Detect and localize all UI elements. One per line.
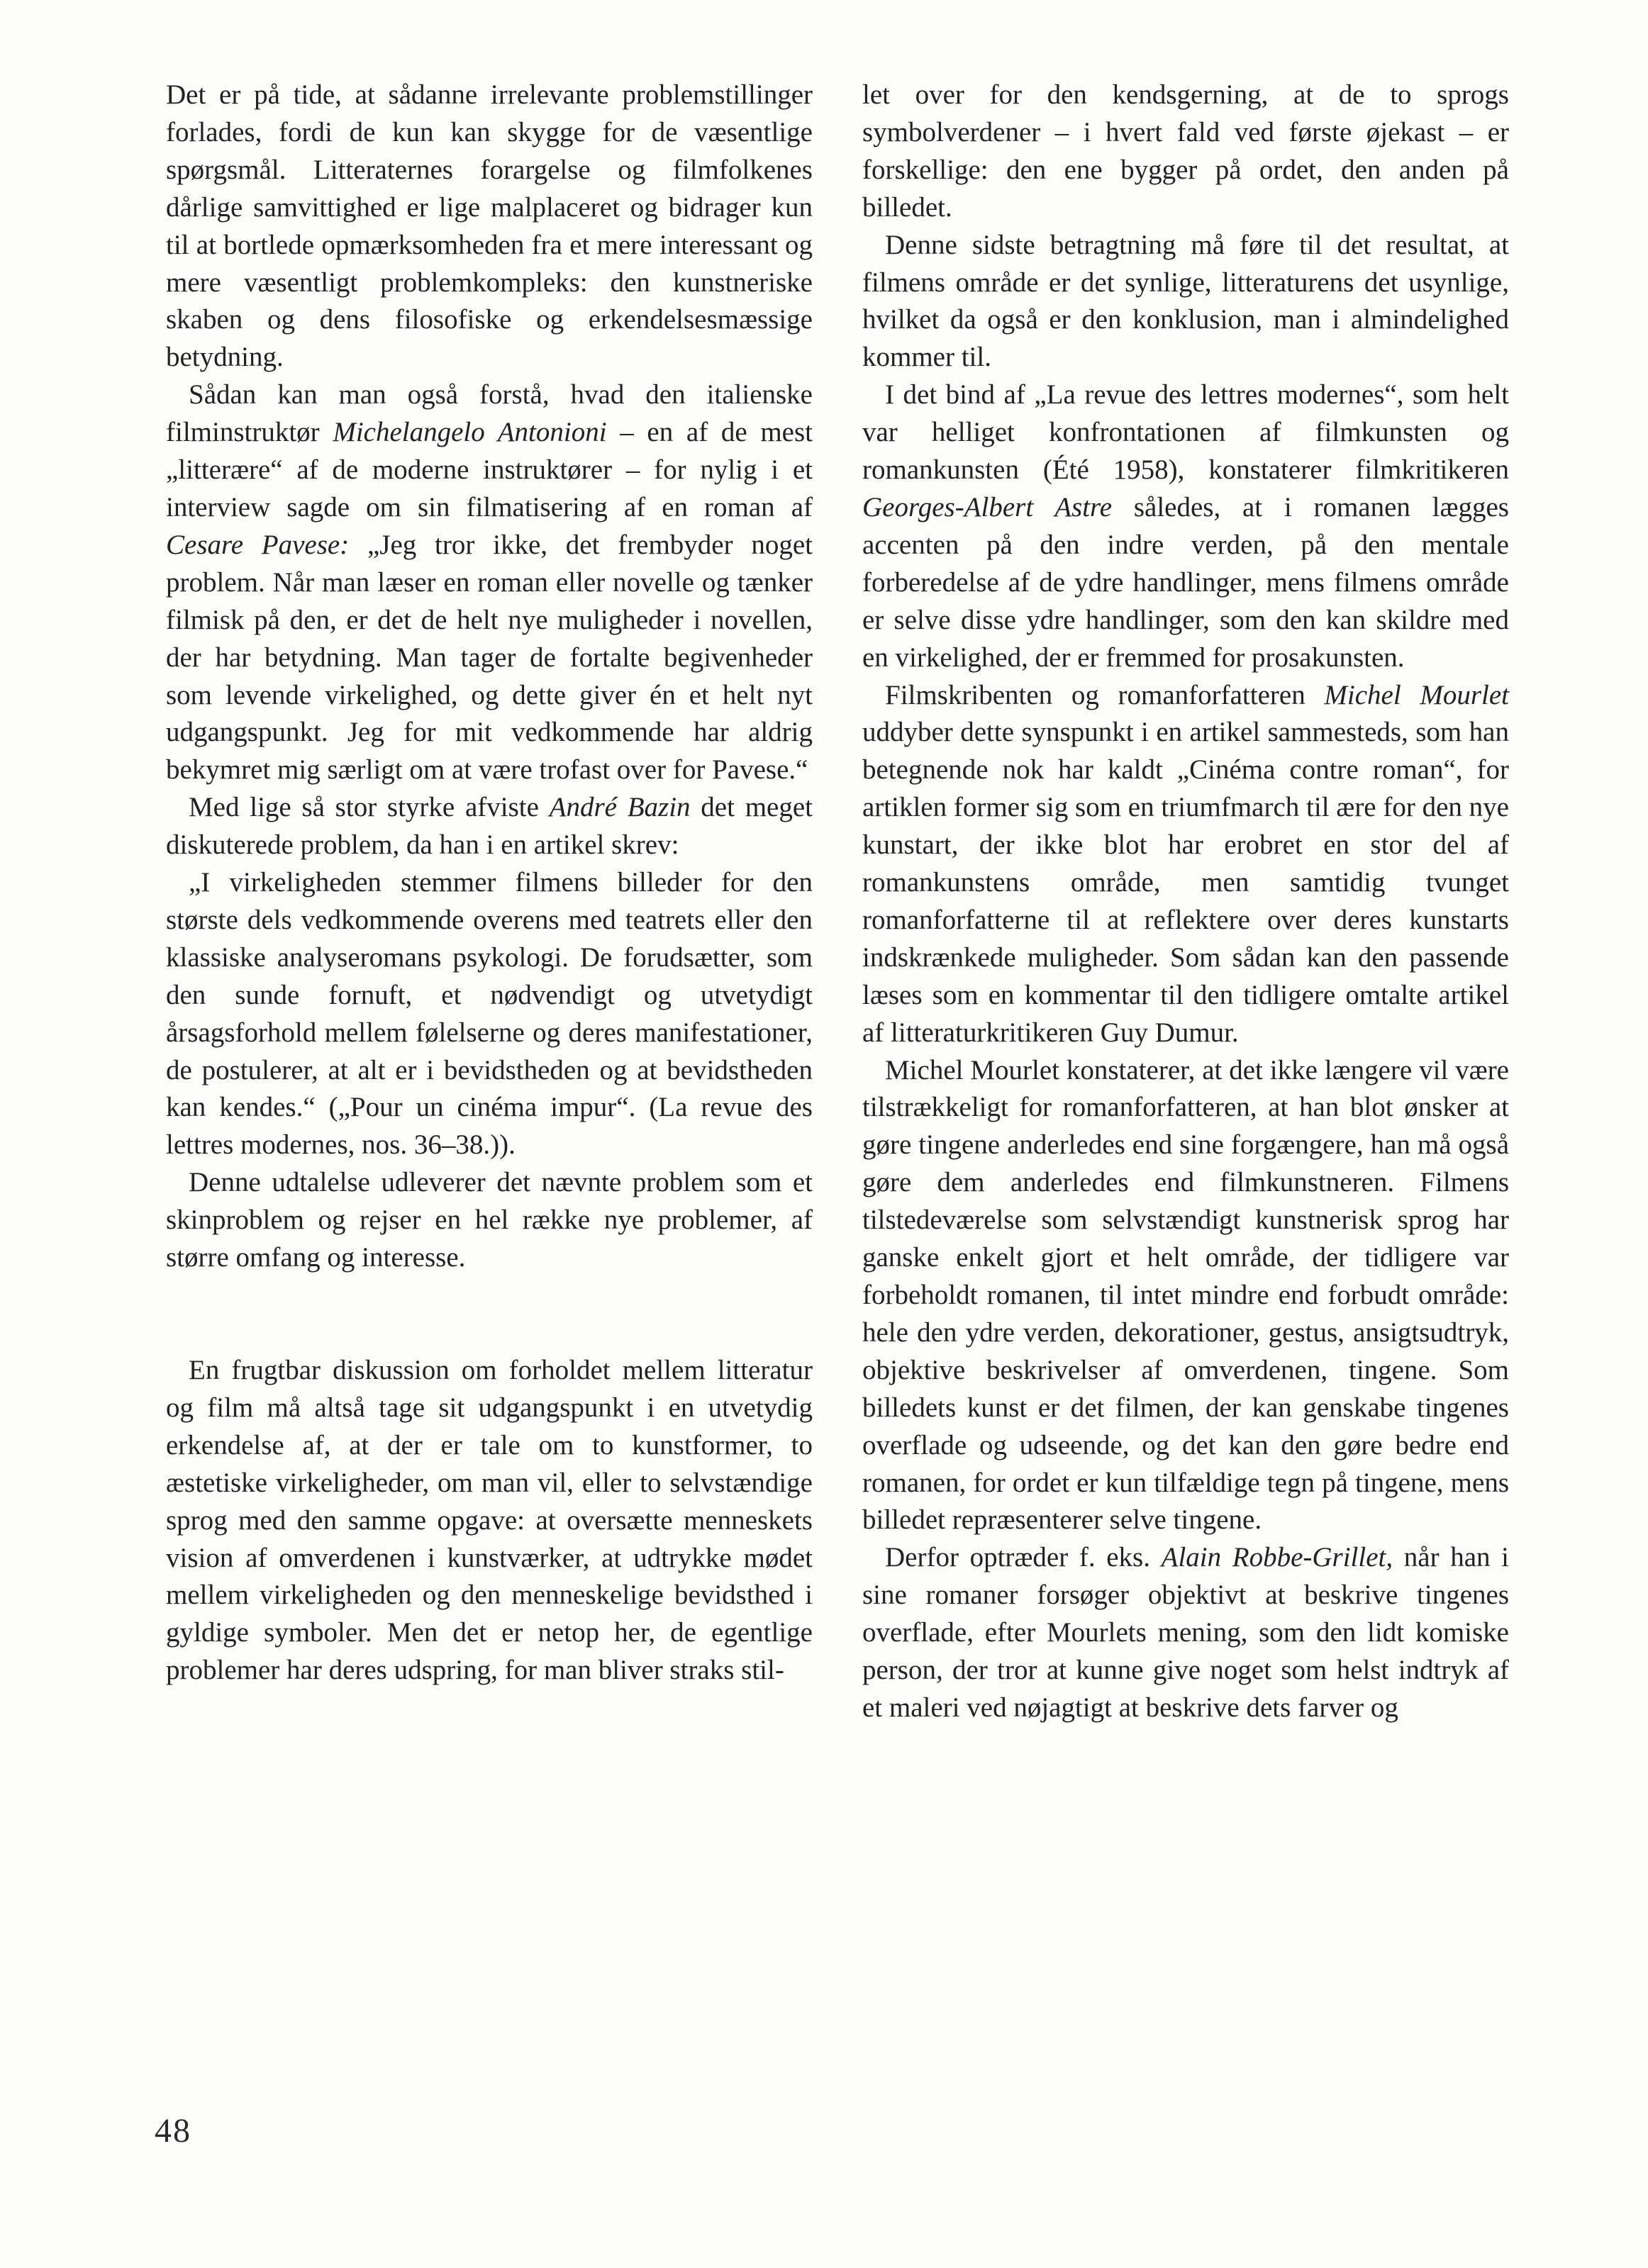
left-column bbox=[166, 77, 813, 1689]
right-p2-text: Denne sidste betragtning må føre til det resultat, at filmens område er det synlige, litteraturens det usynlige, hvilket da også er den konklusion, man i almindelighed kommer til. bbox=[862, 229, 1509, 373]
left-paragraph-6 bbox=[166, 1352, 813, 1689]
left-p2-text-a: Sådan kan man også forstå, hvad den italienske filminstruktør bbox=[166, 379, 813, 448]
bazin-quote bbox=[166, 864, 813, 1164]
right-p4-text-b: uddyber dette synspunkt i en artikel sammesteds, som han betegnende nok har kaldt „Cinéma contre roman“, for artiklen former sig som en triumfmarch til ære for den nye kunstart, der ikke blot har erobret en stor del af romankunstens område, men samtidig tvunget romanforfatterne til at reflektere over deres kunstarts indskrænkede muligheder. Som sådan kan den passende læses som en kommentar til den tidligere omtalte artikel af litteraturkritikeren Guy Dumur. bbox=[862, 717, 1509, 1048]
left-paragraph-5 bbox=[166, 1164, 813, 1277]
right-p3-text-a: I det bind af „La revue des lettres modernes“, som helt var helliget konfrontationen af filmkunsten og romankunsten (Été 1958), konstaterer filmkritikeren bbox=[862, 379, 1509, 486]
left-paragraph-3 bbox=[166, 789, 813, 864]
left-p6-text: En frugtbar diskussion om forholdet mellem litteratur og film må altså tage sit udgangspunkt i en utvetydig erkendelse af, at der er tale om to kunstformer, to æstetiske virkeligheder, om man vil, eller to selvstændige sprog med den samme opgave: at oversætte menneskets vision af omverdenen i kunstværker, at udtrykke mødet mellem virkeligheden og den menneskelige bevidsthed i gyldige symboler. Men det er netop her, de egentlige problemer har deres udspring, for man bliver straks stil- bbox=[166, 1355, 813, 1686]
name-bazin: André Bazin bbox=[549, 792, 691, 823]
right-p5-text: Michel Mourlet konstaterer, at det ikke længere vil være tilstrækkeligt for romanforfatteren, at han blot ønsker at gøre tingene anderledes end sine forgængere, han må også gøre dem anderledes end filmkunstneren. Filmens tilstedeværelse som selvstændigt kunstnerisk sprog har ganske enkelt gjort et helt område, der tidligere var forbeholdt romanen, til intet mindre end forbudt område: hele den ydre verden, dekorationer, gestus, ansigtsudtryk, objektive beskrivelser af omverdenen, tingene. Som billedets kunst er det filmen, der kan genskabe tingenes overflade og udseende, og det kan den gøre bedre end romanen, for ordet er kun tilfældige tegn på tingene, mens billedet repræsenterer selve tingene. bbox=[862, 1054, 1509, 1536]
name-pavese: Cesare Pavese: bbox=[166, 529, 350, 560]
right-paragraph-5 bbox=[862, 1052, 1509, 1540]
right-p3-text-b: således, at i romanen lægges accenten på den indre verden, på den mentale forberedelse af de ydre handlinger, mens filmens område er selve disse ydre handlinger, som den kan skildre med en virkelighed, der er fremmed for prosakunsten. bbox=[862, 491, 1509, 673]
right-paragraph-6 bbox=[862, 1539, 1509, 1727]
section-break bbox=[166, 1277, 813, 1352]
right-column bbox=[862, 77, 1509, 1727]
right-paragraph-1 bbox=[862, 77, 1509, 227]
left-p1-text: Det er på tide, at sådanne irrelevante problemstillinger forlades, fordi de kun kan skygge for de væsentlige spørgsmål. Litteraternes forargelse og filmfolkenes dårlige samvittighed er lige malplaceret og bidrager kun til at bortlede opmærksomheden fra et mere interessant og mere væsentligt problemkompleks: den kunstneriske skaben og dens filosofiske og erkendelsesmæssige betydning. bbox=[166, 79, 813, 373]
right-p6-text-a: Derfor optræder f. eks. bbox=[885, 1542, 1162, 1573]
right-p4-text-a: Filmskribenten og romanforfatteren bbox=[885, 679, 1325, 710]
left-paragraph-2 bbox=[166, 376, 813, 789]
bazin-quote-text: „I virkeligheden stemmer filmens billeder for den største dels vedkommende overens med teatrets eller den klassiske analyseromans psykologi. De forudsætter, som den sunde fornuft, et nødvendigt og utvetydigt årsagsforhold mellem følelserne og deres manifestationer, de postulerer, at alt er i bevidstheden og at bevidstheden kan kendes.“ („Pour un cinéma impur“. (La revue des lettres modernes, nos. 36–38.)). bbox=[166, 867, 813, 1161]
name-robbe-grillet: Alain Robbe-Grillet, bbox=[1161, 1542, 1393, 1573]
left-paragraph-1 bbox=[166, 77, 813, 376]
left-p3-text-a: Med lige så stor styrke afviste bbox=[189, 792, 550, 823]
right-p6-text-b: når han i sine romaner forsøger objektivt at beskrive tingenes overflade, efter Mourlets mening, som den lidt komiske person, der tror at kunne give noget som helst indtryk af et maleri ved nøjagtigt at beskrive dets farver og bbox=[862, 1542, 1509, 1723]
name-astre: Georges-Albert Astre bbox=[862, 491, 1113, 523]
left-p3-text-b: det meget diskuterede problem, da han i en artikel skrev: bbox=[166, 792, 813, 861]
right-paragraph-3 bbox=[862, 376, 1509, 676]
name-mourlet: Michel Mourlet bbox=[1324, 679, 1509, 710]
right-paragraph-4 bbox=[862, 677, 1509, 1052]
right-p1-text: let over for den kendsgerning, at de to sprogs symbolverdener – i hvert fald ved første øjekast – er forskellige: den ene bygger på ordet, den anden på billedet. bbox=[862, 79, 1509, 223]
name-antonioni: Michelangelo Antonioni bbox=[333, 417, 607, 448]
page-number: 48 bbox=[155, 2112, 191, 2150]
left-p2-text-c: „Jeg tror ikke, det frembyder noget problem. Når man læser en roman eller novelle og tænker filmisk på den, er det de helt nye muligheder i novellen, der har betydning. Man tager de fortalte begivenheder som levende virkelighed, og dette giver én et helt nyt udgangspunkt. Jeg for mit vedkommende har aldrig bekymret mig særligt om at være trofast over for Pavese.“ bbox=[166, 529, 813, 786]
left-p2-text-b: – en af de mest „litterære“ af de moderne instruktører – for nylig i et interview sagde om sin filmatisering af en roman af bbox=[166, 417, 813, 523]
right-paragraph-2 bbox=[862, 227, 1509, 377]
left-p5-text: Denne udtalelse udleverer det nævnte problem som et skinproblem og rejser en hel række nye problemer, af større omfang og interesse. bbox=[166, 1167, 813, 1273]
